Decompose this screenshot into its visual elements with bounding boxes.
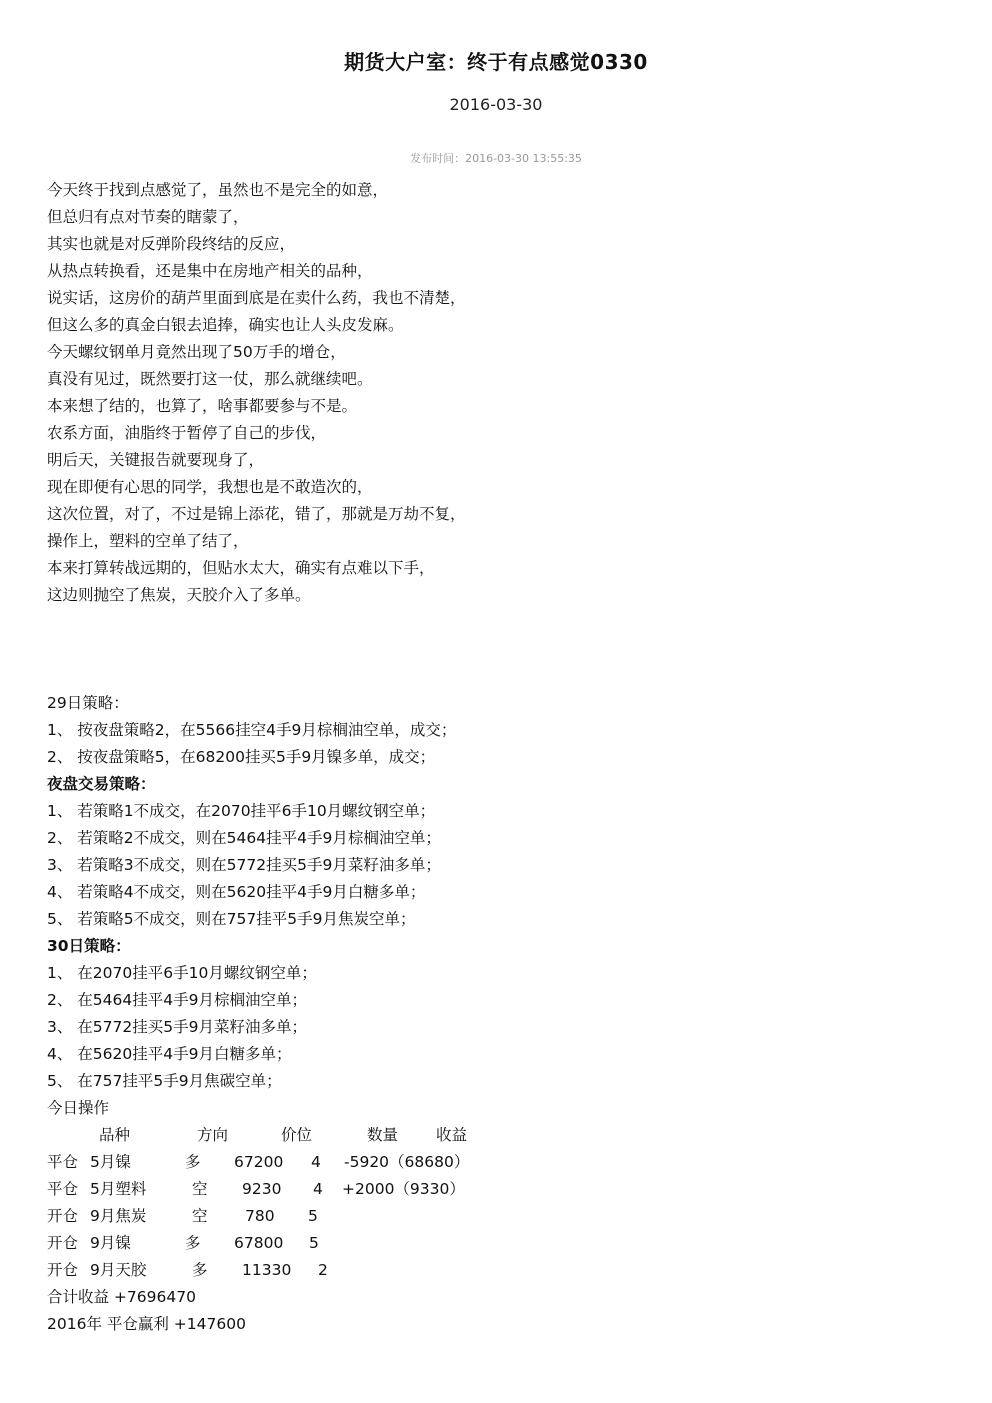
cell-direction: 空 — [192, 1180, 208, 1198]
night-strategy-item: 3、 若策略3不成交，则在5772挂买5手9月菜籽油多单； — [47, 856, 441, 874]
cell-direction: 多 — [192, 1261, 208, 1279]
operations-row — [47, 1230, 466, 1257]
operations-row — [47, 1257, 466, 1284]
paragraph-line: 今天螺纹钢单月竟然出现了50万手的增仓， — [47, 343, 346, 361]
operations-row — [47, 1176, 466, 1203]
cell-direction: 空 — [192, 1207, 208, 1225]
strategy-29-item: 1、 按夜盘策略2，在5566挂空4手9月棕榈油空单，成交； — [47, 721, 457, 739]
cell-price: 780 — [245, 1207, 275, 1225]
cell-qty: 4 — [313, 1180, 323, 1198]
page-title: 期货大户室：终于有点感觉0330 — [344, 50, 648, 74]
spacer — [47, 663, 466, 690]
cell-price: 11330 — [242, 1261, 292, 1279]
cell-profit: +2000（9330） — [342, 1180, 465, 1198]
operations-row — [47, 1203, 466, 1230]
paragraph-line: 本来想了结的，也算了，啥事都要参与不是。 — [47, 397, 358, 415]
cell-qty: 4 — [311, 1153, 321, 1171]
cell-action: 平仓 — [47, 1180, 79, 1198]
paragraph-line: 今天终于找到点感觉了，虽然也不是完全的如意， — [47, 181, 389, 199]
operations-heading: 今日操作 — [47, 1099, 110, 1117]
cell-direction: 多 — [185, 1153, 201, 1171]
header-price: 价位 — [281, 1126, 313, 1144]
year-profit: 2016年 平仓赢利 +147600 — [47, 1315, 246, 1333]
strategy-30-item: 1、 在2070挂平6手10月螺纹钢空单； — [47, 964, 317, 982]
cell-profit: -5920（68680） — [344, 1153, 470, 1171]
paragraph-line: 真没有见过，既然要打这一仗，那么就继续吧。 — [47, 370, 373, 388]
spacer — [47, 636, 466, 663]
cell-price: 67200 — [234, 1153, 284, 1171]
cell-variety: 5月塑料 — [90, 1180, 147, 1198]
publish-time: 发布时间：2016-03-30 13:55:35 — [410, 152, 582, 165]
paragraph-line: 从热点转换看，还是集中在房地产相关的品种， — [47, 262, 373, 280]
paragraph-line: 这次位置，对了，不过是锦上添花，错了，那就是万劫不复， — [47, 505, 466, 523]
strategy-30-item: 4、 在5620挂平4手9月白糖多单； — [47, 1045, 292, 1063]
strategy-30-item: 3、 在5772挂买5手9月菜籽油多单； — [47, 1018, 307, 1036]
spacer — [47, 609, 466, 636]
paragraph-line: 但这么多的真金白银去追捧，确实也让人头皮发麻。 — [47, 316, 404, 334]
night-strategy-item: 1、 若策略1不成交，在2070挂平6手10月螺纹钢空单； — [47, 802, 436, 820]
header-profit: 收益 — [436, 1126, 468, 1144]
cell-variety: 9月天胶 — [90, 1261, 147, 1279]
cell-action: 平仓 — [47, 1153, 79, 1171]
paragraph-line: 说实话，这房价的葫芦里面到底是在卖什么药，我也不清楚， — [47, 289, 466, 307]
header-direction: 方向 — [197, 1126, 229, 1144]
cell-qty: 5 — [308, 1207, 318, 1225]
total-profit: 合计收益 +7696470 — [47, 1288, 196, 1306]
header-variety: 品种 — [99, 1126, 131, 1144]
paragraph-line: 本来打算转战远期的，但贴水太大，确实有点难以下手， — [47, 559, 435, 577]
paragraph-line: 明后天，关键报告就要现身了， — [47, 451, 265, 469]
paragraph-line: 这边则抛空了焦炭，天胶介入了多单。 — [47, 586, 311, 604]
cell-action: 开仓 — [47, 1207, 79, 1225]
cell-variety: 5月镍 — [90, 1153, 131, 1171]
cell-direction: 多 — [185, 1234, 201, 1252]
strategy-30-item: 5、 在757挂平5手9月焦碳空单； — [47, 1072, 282, 1090]
operations-row — [47, 1149, 470, 1176]
paragraph-line: 现在即便有心思的同学，我想也是不敢造次的， — [47, 478, 373, 496]
cell-price: 67800 — [234, 1234, 284, 1252]
cell-qty: 5 — [309, 1234, 319, 1252]
night-strategy-heading: 夜盘交易策略： — [47, 775, 156, 793]
operations-header-row — [47, 1122, 466, 1149]
header-qty: 数量 — [367, 1126, 399, 1144]
paragraph-line: 农系方面，油脂终于暂停了自己的步伐， — [47, 424, 327, 442]
night-strategy-item: 5、 若策略5不成交，则在757挂平5手9月焦炭空单； — [47, 910, 416, 928]
cell-variety: 9月镍 — [90, 1234, 131, 1252]
cell-action: 开仓 — [47, 1261, 79, 1279]
strategy-29-heading: 29日策略： — [47, 694, 129, 712]
cell-action: 开仓 — [47, 1234, 79, 1252]
article-date: 2016-03-30 — [449, 95, 543, 114]
paragraph-line: 操作上，塑料的空单了结了， — [47, 532, 249, 550]
strategy-30-heading: 30日策略： — [47, 937, 131, 955]
strategy-29-item: 2、 按夜盘策略5，在68200挂买5手9月镍多单，成交； — [47, 748, 436, 766]
cell-qty: 2 — [318, 1261, 328, 1279]
night-strategy-item: 2、 若策略2不成交，则在5464挂平4手9月棕榈油空单； — [47, 829, 441, 847]
cell-price: 9230 — [242, 1180, 282, 1198]
cell-variety: 9月焦炭 — [90, 1207, 147, 1225]
night-strategy-item: 4、 若策略4不成交，则在5620挂平4手9月白糖多单； — [47, 883, 426, 901]
article-body — [47, 177, 470, 1338]
paragraph-line: 但总归有点对节奏的瞎蒙了， — [47, 208, 249, 226]
strategy-30-item: 2、 在5464挂平4手9月棕榈油空单； — [47, 991, 307, 1009]
paragraph-line: 其实也就是对反弹阶段终结的反应， — [47, 235, 296, 253]
